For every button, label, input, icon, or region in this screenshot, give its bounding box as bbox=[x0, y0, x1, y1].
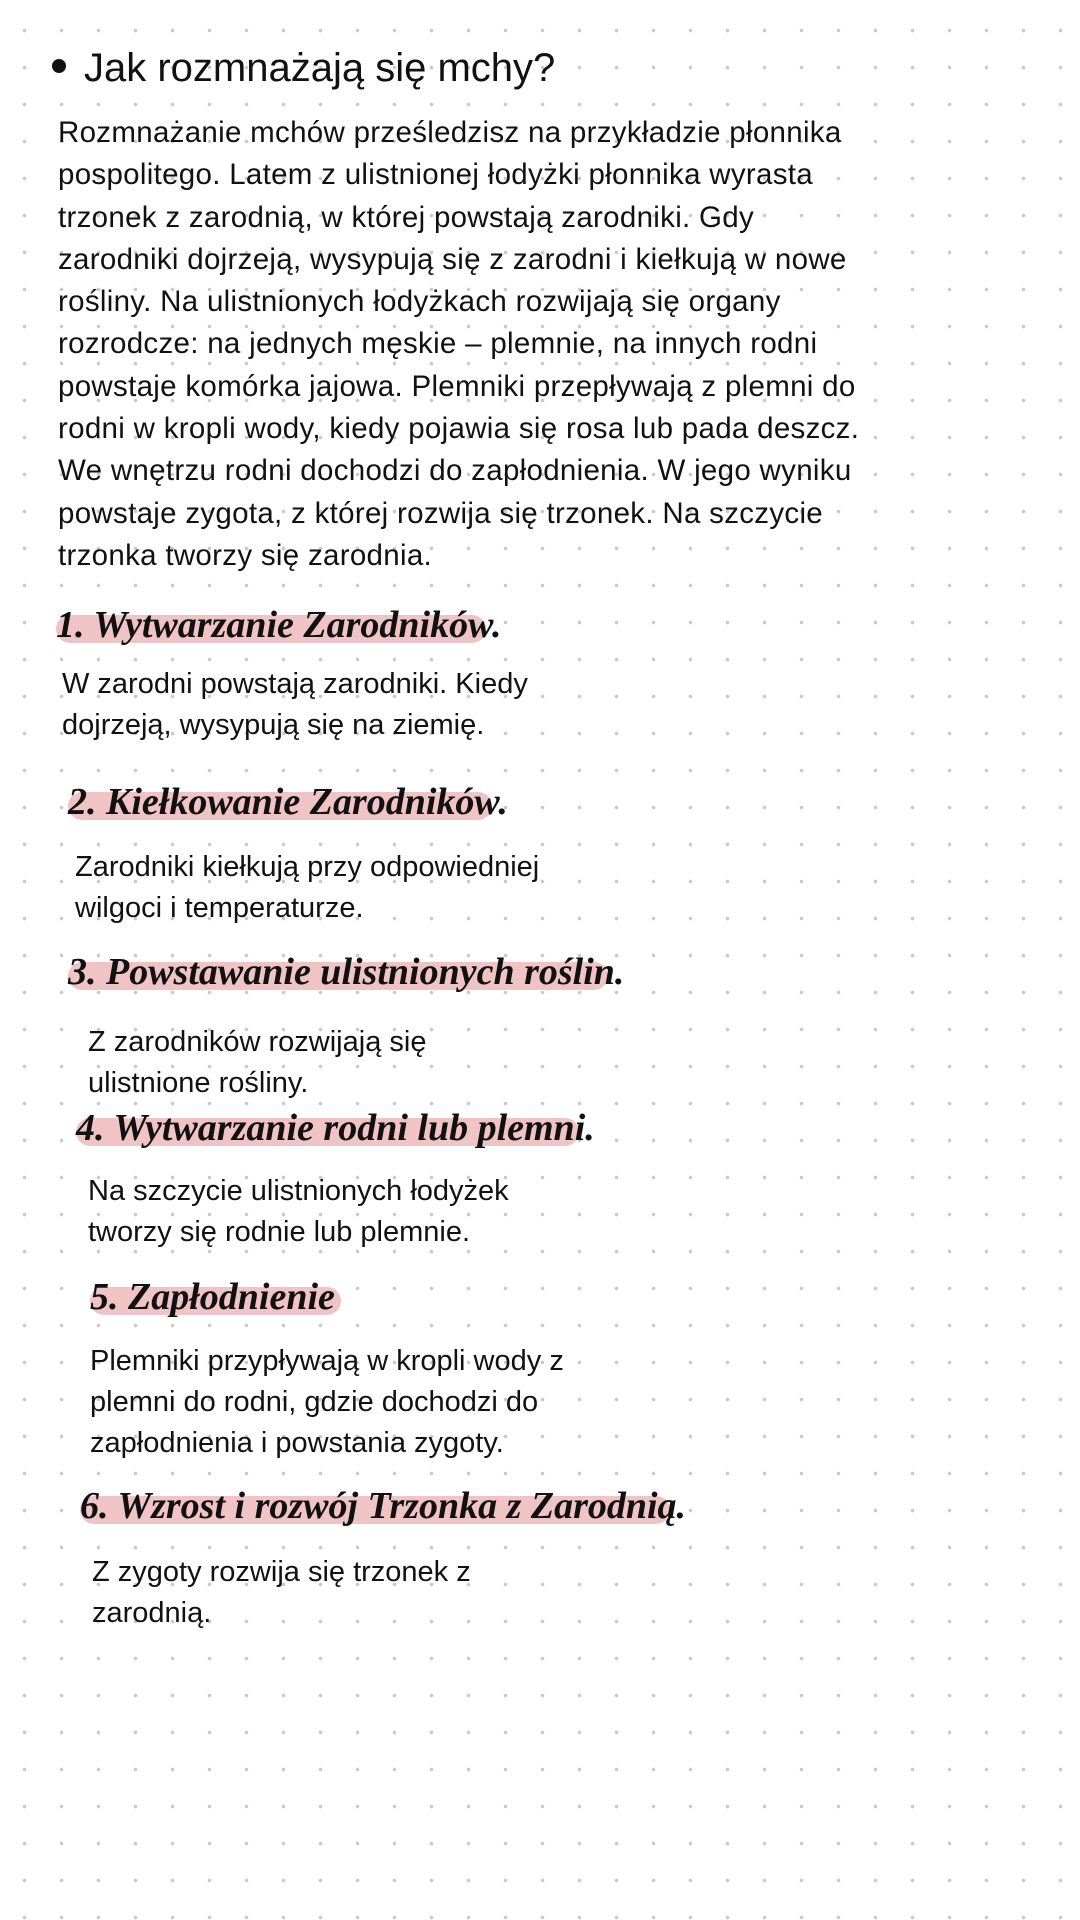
step-6-heading bbox=[80, 1484, 686, 1528]
step-5-heading bbox=[90, 1275, 335, 1319]
body-line: Na szczycie ulistnionych łodyżek bbox=[88, 1175, 509, 1207]
intro-paragraph bbox=[58, 112, 859, 577]
step-2-heading bbox=[68, 780, 508, 824]
heading-text: 1. Wytwarzanie Zarodników. bbox=[56, 604, 502, 646]
page-title bbox=[52, 46, 555, 91]
intro-line: rodni w kropli wody, kiedy pojawia się rosa lub pada deszcz. bbox=[58, 412, 860, 446]
body-line: zarodnią. bbox=[92, 1597, 212, 1629]
bullet-icon bbox=[52, 59, 66, 73]
heading-text: 4. Wytwarzanie rodni lub plemni. bbox=[76, 1107, 595, 1149]
intro-line: rozrodcze: na jednych męskie – plemnie, na innych rodni bbox=[58, 327, 818, 361]
intro-line: trzonek z zarodnią, w której powstają zarodniki. Gdy bbox=[58, 200, 755, 234]
body-line: wilgoci i temperaturze. bbox=[75, 892, 364, 924]
body-line: dojrzeją, wysypują się na ziemię. bbox=[62, 709, 485, 741]
heading-text: 3. Powstawanie ulistnionych roślin. bbox=[68, 951, 625, 993]
intro-line: pospolitego. Latem z ulistnionej łodyżki płonnika wyrasta bbox=[58, 158, 814, 192]
body-line: Plemniki przypływają w kropli wody z bbox=[90, 1345, 564, 1377]
body-line: zapłodnienia i powstania zygoty. bbox=[90, 1427, 504, 1459]
step-5-body bbox=[90, 1341, 564, 1464]
intro-line: powstaje komórka jajowa. Plemniki przepływają z plemni do bbox=[58, 369, 856, 403]
step-4-body bbox=[88, 1171, 509, 1253]
body-line: Z zarodników rozwijają się bbox=[88, 1026, 427, 1058]
body-line: Zarodniki kiełkują przy odpowiedniej bbox=[75, 851, 540, 883]
step-1-body bbox=[62, 664, 528, 746]
step-2-body bbox=[75, 847, 539, 929]
heading-text: 5. Zapłodnienie bbox=[90, 1276, 335, 1318]
body-line: tworzy się rodnie lub plemnie. bbox=[88, 1216, 471, 1248]
body-line: Z zygoty rozwija się trzonek z bbox=[92, 1556, 471, 1588]
intro-line: rośliny. Na ulistnionych łodyżkach rozwijają się organy bbox=[58, 285, 781, 319]
body-line: plemni do rodni, gdzie dochodzi do bbox=[90, 1386, 539, 1418]
step-3-body bbox=[88, 1022, 426, 1104]
intro-line: Rozmnażanie mchów prześledzisz na przykładzie płonnika bbox=[58, 116, 842, 149]
intro-line: We wnętrzu rodni dochodzi do zapłodnienia. W jego wyniku bbox=[58, 454, 852, 488]
heading-text: 6. Wzrost i rozwój Trzonka z Zarodnią. bbox=[80, 1485, 687, 1527]
intro-line: zarodniki dojrzeją, wysypują się z zarodni i kiełkują w nowe bbox=[58, 242, 847, 276]
step-6-body bbox=[92, 1552, 471, 1634]
intro-line: powstaje zygota, z której rozwija się trzonek. Na szczycie bbox=[58, 496, 824, 530]
body-line: W zarodni powstają zarodniki. Kiedy bbox=[62, 668, 528, 700]
title-text: Jak rozmnażają się mchy? bbox=[84, 46, 556, 90]
body-line: ulistnione rośliny. bbox=[88, 1067, 309, 1099]
intro-line: trzonka tworzy się zarodnia. bbox=[58, 538, 433, 572]
step-4-heading bbox=[76, 1106, 595, 1150]
step-1-heading bbox=[56, 603, 502, 647]
step-3-heading bbox=[68, 950, 624, 994]
heading-text: 2. Kiełkowanie Zarodników. bbox=[68, 781, 508, 823]
